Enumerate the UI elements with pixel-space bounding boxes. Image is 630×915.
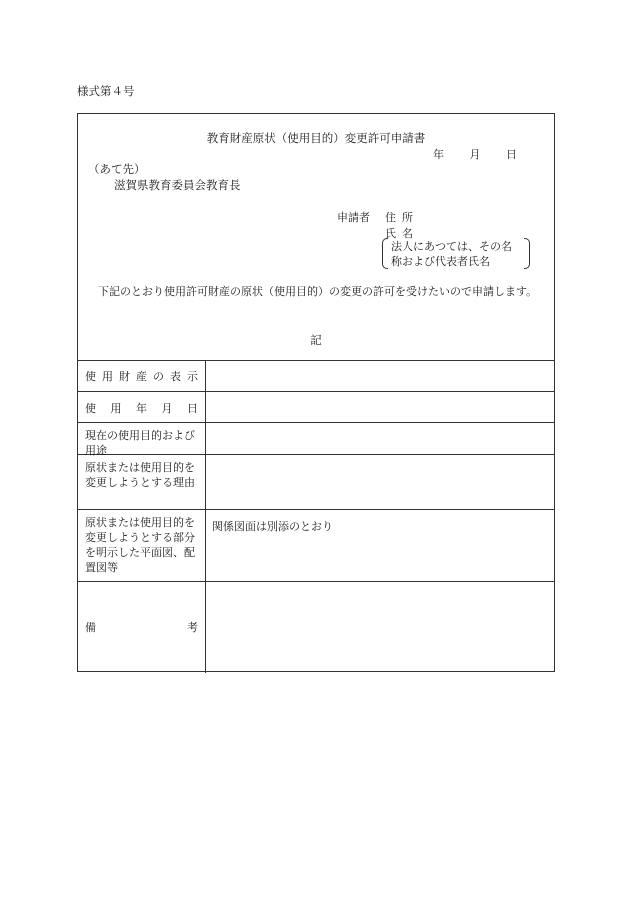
date-line	[433, 146, 517, 162]
addressee-label: （あて先）	[88, 162, 146, 176]
row-label	[78, 392, 206, 422]
right-bracket	[524, 238, 530, 269]
label-char: 考	[187, 620, 198, 634]
row-label: 原状または使用目的を変更しようとする部分を明示した平面図、配置図等	[78, 510, 206, 581]
label-char: 用	[102, 369, 113, 383]
row-label-spread	[85, 587, 198, 667]
row-label	[78, 582, 206, 673]
row-value[interactable]	[206, 423, 554, 454]
row-value[interactable]	[206, 392, 554, 422]
table-row	[78, 455, 554, 510]
label-char: 月	[161, 401, 173, 415]
table-row	[78, 510, 554, 582]
date-day: 日	[506, 148, 517, 161]
label-char: 備	[85, 620, 96, 634]
label-char: 財	[119, 369, 130, 383]
label-char: 産	[136, 369, 147, 383]
corporate-note-line1: 法人にあつては、その名	[391, 240, 512, 253]
table-row	[78, 582, 554, 673]
label-char: 年	[136, 401, 147, 415]
label-char: 示	[187, 369, 198, 383]
corporate-note	[382, 238, 530, 269]
date-month: 月	[469, 148, 481, 161]
name-label: 氏名	[385, 227, 419, 240]
left-bracket	[382, 238, 388, 269]
row-label: 原状または使用目的を変更しようとする理由	[78, 455, 206, 509]
row-label	[78, 360, 206, 391]
form-title: 教育財産原状（使用目的）変更許可申請書	[206, 131, 426, 145]
label-char: 使	[85, 401, 96, 415]
label-char: 表	[170, 369, 181, 383]
row-value[interactable]	[206, 360, 554, 391]
ki-heading: 記	[310, 333, 322, 347]
row-label-spread	[85, 365, 198, 387]
label-char: 日	[187, 401, 198, 415]
corporate-note-line2: 称および代表者氏名	[391, 255, 490, 268]
form-number: 様式第４号	[77, 84, 135, 98]
applicant-label: 申請者	[337, 211, 370, 224]
row-label: 現在の使用目的および用途	[78, 423, 206, 454]
application-form-frame	[77, 113, 555, 672]
table-row	[78, 423, 554, 455]
date-year: 年	[433, 148, 444, 161]
row-value[interactable]	[206, 582, 554, 673]
recipient-name: 滋賀県教育委員会教育長	[114, 178, 241, 192]
table-row	[78, 392, 554, 423]
label-char: の	[153, 369, 164, 383]
table-row	[78, 360, 554, 392]
address-label: 住所	[385, 211, 419, 224]
row-value[interactable]	[206, 455, 554, 509]
row-value[interactable]: 関係図面は別添のとおり	[212, 520, 333, 533]
label-char: 用	[110, 401, 122, 415]
row-label-spread	[85, 397, 198, 419]
label-char: 使	[85, 369, 96, 383]
body-text: 下記のとおり使用許可財産の原状（使用目的）の変更の許可を受けたいので申請します。	[98, 285, 538, 298]
form-header	[78, 114, 554, 361]
